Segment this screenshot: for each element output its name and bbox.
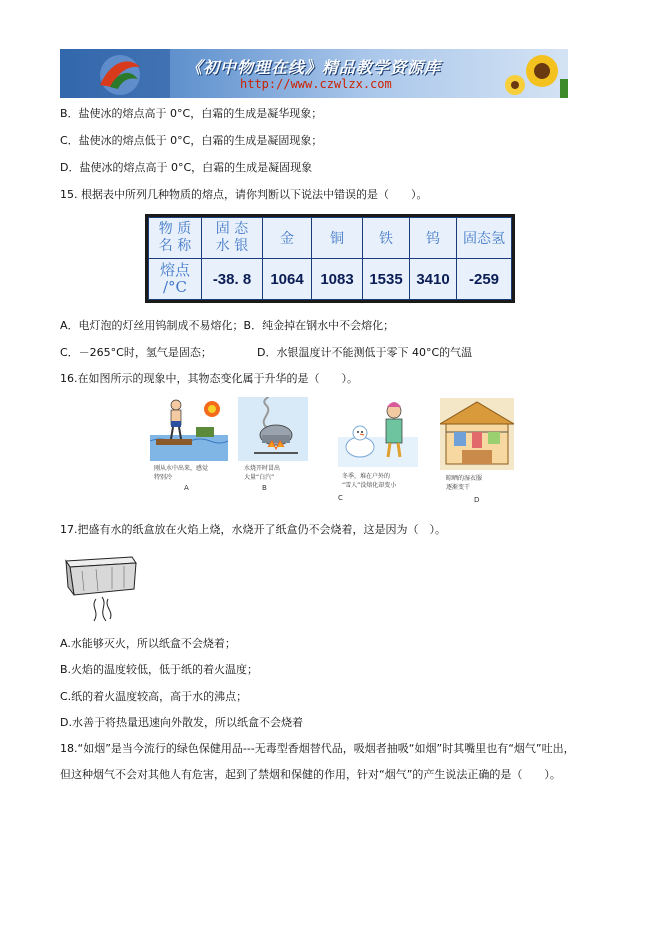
table-cell: 铁 xyxy=(363,218,410,259)
figure-c-label: C xyxy=(338,494,343,502)
q14-option-c: C．盐使冰的熔点低于 0°C，白霜的生成是凝固现象； xyxy=(60,134,323,147)
figure-d-laundry xyxy=(440,398,514,470)
figure-d-label: D xyxy=(474,496,480,504)
table-cell: 钨 xyxy=(410,218,457,259)
table-value-row xyxy=(149,259,512,300)
q17-option-a: A.水能够灭火，所以纸盒不会烧着； xyxy=(60,637,236,650)
q15-option-c: C．－265°C时，氢气是固态； xyxy=(60,346,212,359)
flame-icon xyxy=(94,597,111,621)
q17-option-b: B.火焰的温度较低，低于纸的着火温度； xyxy=(60,663,259,676)
q15-option-d: D．水银温度计不能测低于零下 40°C的气温 xyxy=(257,346,473,359)
q18-stem-line2: 但这种烟气不会对其他人有危害，起到了禁烟和保健的作用，针对“烟气”的产生说法正确的是（ ）。 xyxy=(60,768,561,781)
q17-option-d: D.水善于将热量迅速向外散发，所以纸盒不会烧着 xyxy=(60,716,303,729)
table-cell: 金 xyxy=(263,218,312,259)
figure-d-caption: 晾晒的湿衣服 逐渐变干 xyxy=(446,475,483,491)
q14-option-b: B．盐使冰的熔点高于 0°C，白霜的生成是凝华现象； xyxy=(60,107,323,120)
figure-a-label: A xyxy=(184,484,189,492)
q17-option-c: C.纸的着火温度较高，高于水的沸点； xyxy=(60,690,248,703)
table-cell: -38. 8 xyxy=(202,259,263,300)
table-cell: 3410 xyxy=(410,259,457,300)
q15-options-ab: A．电灯泡的灯丝用钨制成不易熔化；B．纯金掉在钢水中不会熔化； xyxy=(60,319,395,332)
figure-a-swimmer xyxy=(150,397,228,461)
table-header-label: 物 质 名 称 xyxy=(149,218,202,259)
table-cell: 1535 xyxy=(363,259,410,300)
figure-b-kettle xyxy=(238,397,308,461)
q15-stem: 15. 根据表中所列几种物质的熔点，请你判断以下说法中错误的是（ ）。 xyxy=(60,188,428,201)
banner-title: 《初中物理在线》精品教学资源库 xyxy=(186,58,442,77)
header-banner xyxy=(60,49,568,98)
table-cell: -259 xyxy=(457,259,512,300)
figure-paper-box xyxy=(62,553,140,627)
figure-b-label: B xyxy=(262,484,267,492)
table-cell: 固 态 水 银 xyxy=(202,218,263,259)
sunflower-icon xyxy=(505,55,568,98)
q16-stem: 16.在如图所示的现象中，其物态变化属于升华的是（ ）。 xyxy=(60,372,358,385)
figure-b-caption: 水烧开时冒出 大量“白汽” xyxy=(244,465,281,481)
table-cell: 1083 xyxy=(312,259,363,300)
table-cell: 1064 xyxy=(263,259,312,300)
figure-c-caption: 冬季，堆在户外的 “雪人”没熔化却变小 xyxy=(342,473,397,489)
table-cell: 固态氢 xyxy=(457,218,512,259)
table-cell: 铜 xyxy=(312,218,363,259)
banner-url: http://www.czwlzx.com xyxy=(240,77,392,91)
figure-a-caption: 刚从水中出来，感觉 特别冷 xyxy=(154,465,209,481)
table-header-row xyxy=(149,218,512,259)
q14-option-d: D．盐使冰的熔点高于 0°C，白霜的生成是凝固现象 xyxy=(60,161,313,174)
table-value-label: 熔点 /°C xyxy=(149,259,202,300)
melting-point-table xyxy=(145,214,515,303)
q17-stem: 17.把盛有水的纸盒放在火焰上烧，水烧开了纸盒仍不会烧着，这是因为（ ）。 xyxy=(60,523,446,536)
figure-c-snowman xyxy=(338,397,418,467)
q18-stem-line1: 18.“如烟”是当今流行的绿色保健用品---无毒型香烟替代品，吸烟者抽吸“如烟”时其嘴里也有“烟气”吐出， xyxy=(60,742,575,755)
